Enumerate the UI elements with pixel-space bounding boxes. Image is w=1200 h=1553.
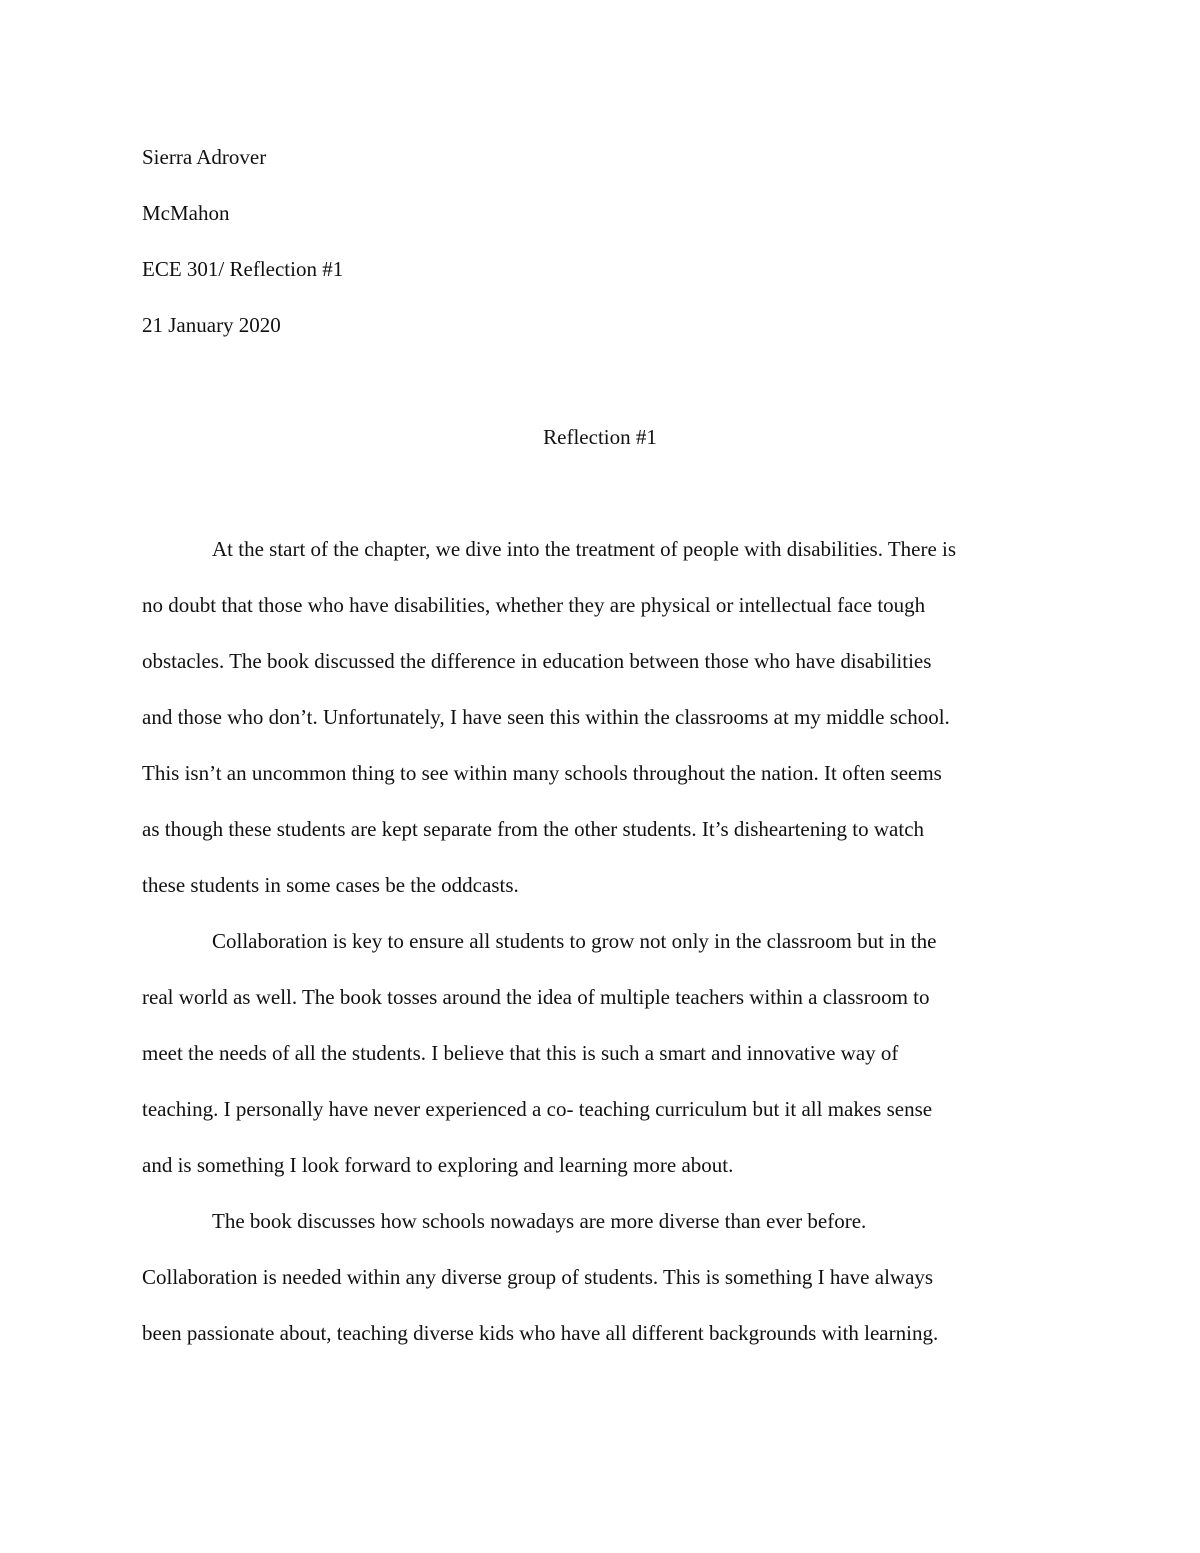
paragraph-line: been passionate about, teaching diverse kids who have all different backgrounds with learning. (142, 1321, 939, 1345)
document-date: 21 January 2020 (142, 313, 281, 337)
paragraph-line: and those who don’t. Unfortunately, I have seen this within the classrooms at my middle school. (142, 705, 950, 729)
paragraph-line: meet the needs of all the students. I believe that this is such a smart and innovative way of (142, 1041, 899, 1065)
paragraph-line: The book discusses how schools nowadays are more diverse than ever before. (212, 1209, 867, 1233)
page-title: Reflection #1 (543, 425, 657, 449)
paragraph-line: real world as well. The book tosses around the idea of multiple teachers within a classroom to (142, 985, 930, 1009)
paragraph-line: no doubt that those who have disabilities, whether they are physical or intellectual face tough (142, 593, 926, 617)
paragraph-line: This isn’t an uncommon thing to see within many schools throughout the nation. It often seems (142, 761, 942, 785)
paragraph-line: these students in some cases be the oddcasts. (142, 873, 519, 897)
paragraph-line: as though these students are kept separate from the other students. It’s disheartening to watch (142, 817, 925, 841)
paragraph-line: teaching. I personally have never experienced a co- teaching curriculum but it all makes sense (142, 1097, 933, 1121)
paragraph-line: obstacles. The book discussed the difference in education between those who have disabilities (142, 649, 932, 673)
instructor-name: McMahon (142, 201, 230, 225)
paragraph-line: and is something I look forward to exploring and learning more about. (142, 1153, 734, 1177)
paragraph-line: At the start of the chapter, we dive into the treatment of people with disabilities. There is (212, 537, 957, 561)
course-title: ECE 301/ Reflection #1 (142, 257, 344, 281)
author-name: Sierra Adrover (142, 145, 267, 169)
paragraph-line: Collaboration is needed within any diverse group of students. This is something I have always (142, 1265, 934, 1289)
paragraph-line: Collaboration is key to ensure all students to grow not only in the classroom but in the (212, 929, 937, 953)
